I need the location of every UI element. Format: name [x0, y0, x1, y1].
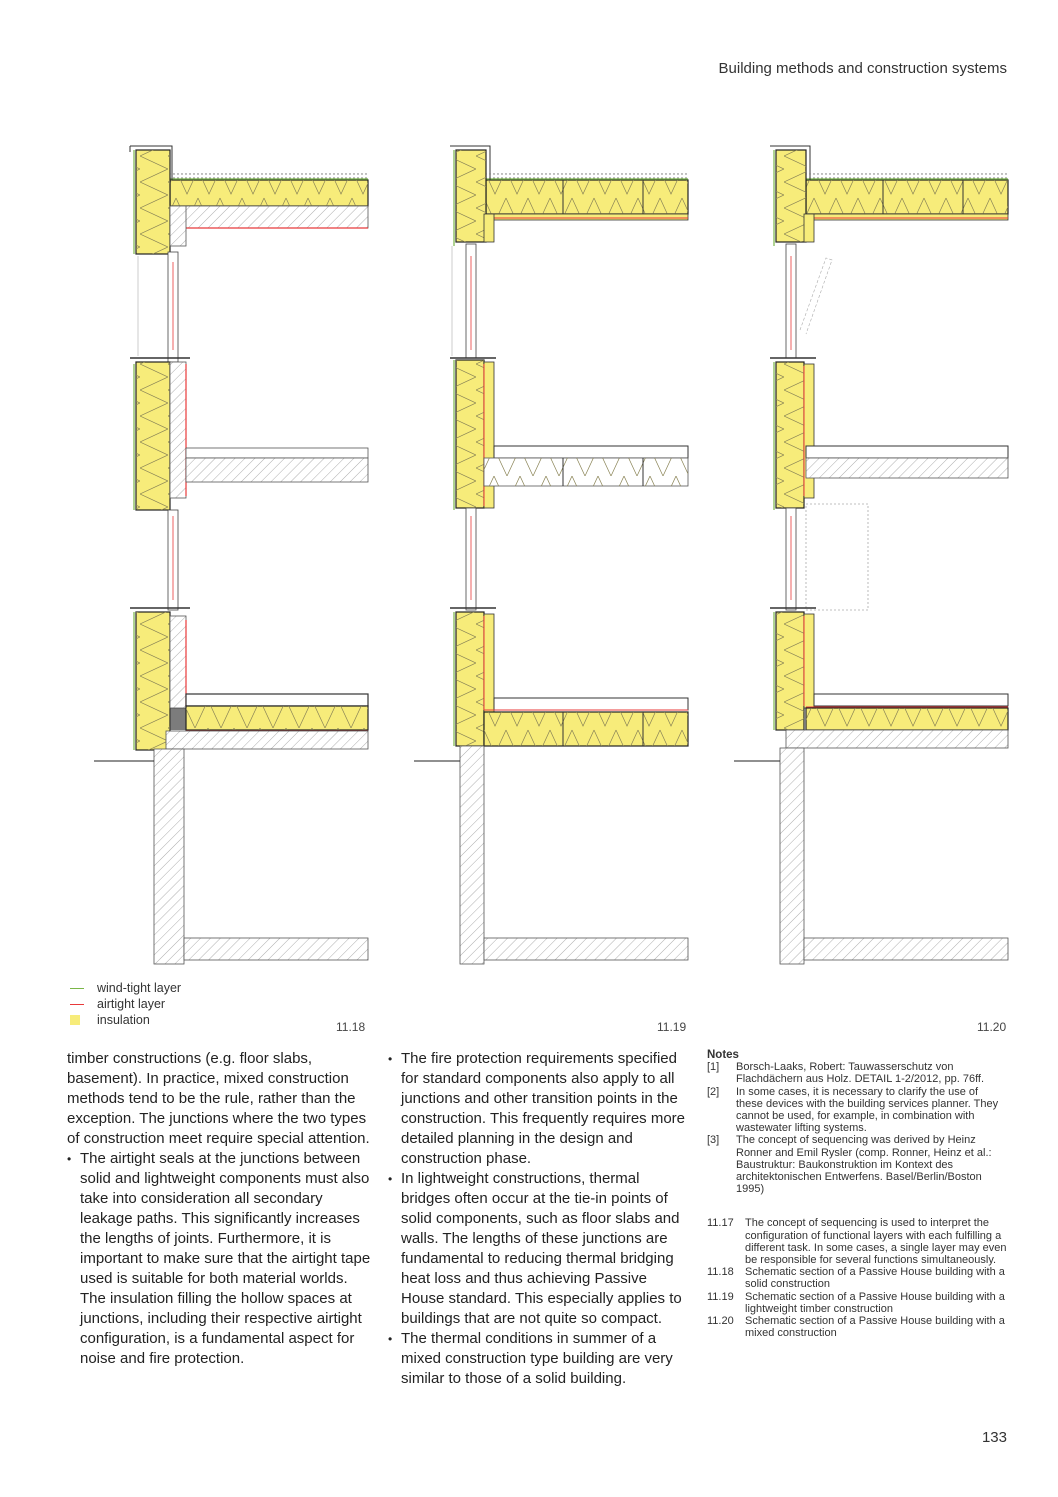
note-item — [707, 1086, 1007, 1135]
bullet-item: • In lightweight constructions, thermal bridges often occur at the tie-in points of solid components, such as floor slabs and walls. The lengths of these junctions are fundamental to reducing thermal bridging heat loss and thus achieving Passive House standard. This especially applies to buildings that are not quite so compact. — [388, 1169, 692, 1329]
basement-slab — [184, 938, 368, 960]
figure-captions — [707, 1217, 1007, 1339]
basement-wall — [154, 749, 184, 964]
bullet-list — [388, 1049, 692, 1389]
airtight-swatch — [70, 1004, 84, 1005]
page-number: 133 — [981, 1429, 1007, 1446]
running-title: Building methods and construction systems — [718, 60, 1007, 77]
basement-wall — [460, 746, 484, 964]
legend-item-wind-tight — [70, 980, 181, 996]
notes-section — [707, 1049, 1007, 1339]
body-column-1 — [67, 1049, 371, 1369]
note-number: [1] — [707, 1061, 720, 1074]
roof-slab — [170, 206, 368, 228]
caption-item — [707, 1217, 1007, 1266]
legend-label: insulation — [97, 1013, 150, 1027]
caption-text: Schematic section of a Passive House building with a solid construction — [745, 1266, 1005, 1291]
caption-text: Schematic section of a Passive House building with a lightweight timber construction — [745, 1290, 1005, 1315]
note-item — [707, 1134, 1007, 1195]
bullet-list — [67, 1149, 371, 1369]
legend-label: airtight layer — [97, 997, 166, 1011]
caption-text: Schematic section of a Passive House building with a mixed construction — [745, 1315, 1005, 1340]
note-text: Borsch-Laaks, Robert: Tauwasserschutz von Flachdächern aus Holz. DETAIL 1-2/2012, pp. 76ff. — [736, 1061, 985, 1086]
note-text: In some cases, it is necessary to clarify the use of these devices with the building services planner. They cannot be used, for example, in combination with wastewater lifting systems. — [736, 1085, 999, 1135]
caption-text: The concept of sequencing is used to interpret the configuration of functional layers with each fulfilling a different task. In some cases, a single layer may even be responsible for several functions simultaneously. — [745, 1217, 1007, 1267]
figure-11-18-drawing — [94, 146, 368, 964]
note-text: The concept of sequencing was derived by Heinz Ronner and Emil Rysler (comp. Ronner, Heinz et al.: Baustruktur: Baukonstruktion im Kontext des architektonischen Entwerfens. Basel/Berlin/Boston 1995) — [736, 1134, 992, 1196]
caption-number: 11.17 — [707, 1217, 734, 1230]
figure-number-11-19: 11.19 — [657, 1020, 687, 1034]
basement-slab — [804, 938, 1008, 960]
notes-title: Notes — [707, 1049, 739, 1061]
bullet-item: • The fire protection requirements specified for standard components also apply to all junctions and other transition points in the construction. This frequently requires more detailed planning in the design and construction phase. — [388, 1049, 692, 1169]
figure-11-20-drawing — [734, 146, 1008, 964]
note-number: [3] — [707, 1134, 720, 1147]
note-number: [2] — [707, 1085, 720, 1098]
figure-number-11-18: 11.18 — [336, 1020, 366, 1034]
basement-slab — [484, 938, 688, 960]
legend-label: wind-tight layer — [97, 981, 182, 995]
legend-item-airtight — [70, 996, 181, 1012]
caption-number: 11.20 — [707, 1315, 734, 1328]
floor-slab-mid — [186, 458, 368, 482]
wind-tight-swatch — [70, 988, 84, 989]
caption-item — [707, 1266, 1007, 1290]
insulation-swatch — [70, 1015, 80, 1025]
basement-wall — [780, 748, 804, 964]
bullet-item: • The airtight seals at the junctions between solid and lightweight components must also take into consideration all secondary leakage paths. This significantly increases the lengths of joints. Furthermore, it is important to make sure that the airtight tape used is suitable for both material worlds. The insulation filling the hollow spaces at junctions, including their respective airtight configuration, is a fundamental aspect for noise and fire protection. — [67, 1149, 371, 1369]
legend — [70, 980, 181, 1028]
body-column-2 — [388, 1049, 692, 1389]
paragraph: timber constructions (e.g. floor slabs, basement). In practice, mixed construction methods tend to be the rule, rather than the exception. The junctions where the two types of construction meet require special attention. — [67, 1050, 370, 1147]
caption-item — [707, 1315, 1007, 1339]
legend-item-insulation — [70, 1012, 181, 1028]
note-item — [707, 1061, 1007, 1085]
floor-slab-mid — [806, 458, 1008, 478]
caption-item — [707, 1291, 1007, 1315]
figure-number-11-20: 11.20 — [977, 1020, 1007, 1034]
bullet-item: • The thermal conditions in summer of a mixed construction type building are very similar to those of a solid building. — [388, 1329, 692, 1389]
caption-number: 11.18 — [707, 1266, 734, 1279]
figure-11-19-drawing — [414, 146, 688, 964]
caption-number: 11.19 — [707, 1290, 734, 1303]
